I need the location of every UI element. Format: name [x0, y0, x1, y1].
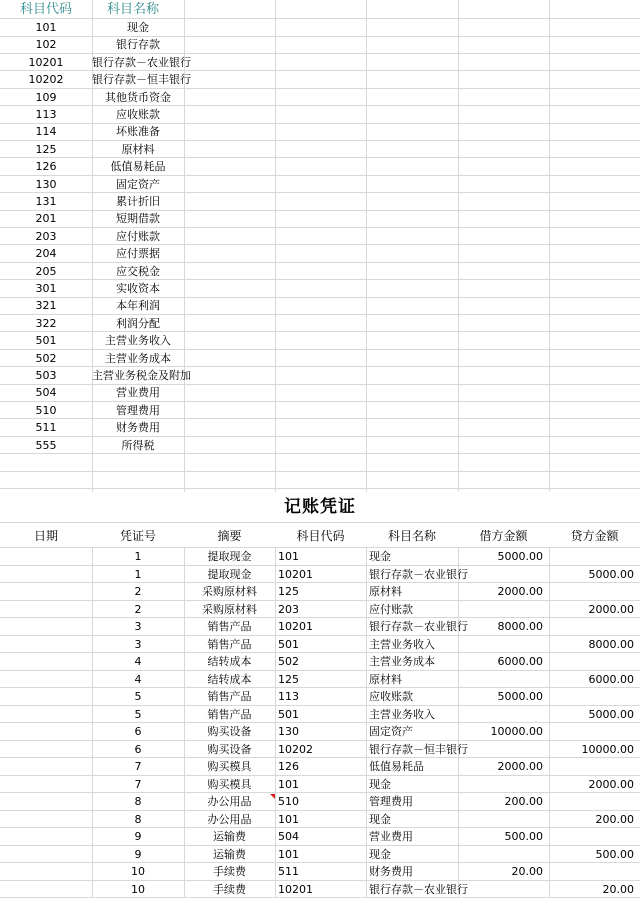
name-cell[interactable]: 原材料 — [369, 672, 402, 686]
account-row — [0, 36, 640, 54]
voucher-row — [0, 671, 640, 689]
code-cell[interactable]: 126 — [278, 760, 299, 773]
code-cell[interactable]: 203 — [278, 602, 299, 616]
summary-cell[interactable]: 销售产品 — [207, 707, 252, 721]
name-cell[interactable]: 主营业务成本 — [369, 655, 435, 668]
voucher-row — [0, 688, 640, 706]
voucher-no-cell[interactable]: 1 — [134, 567, 142, 581]
code-cell[interactable]: 101 — [278, 812, 299, 826]
credit-cell[interactable]: 2000.00 — [588, 777, 634, 791]
code-cell[interactable]: 10202 — [278, 742, 313, 756]
name-cell[interactable]: 银行存款－农业银行 — [369, 567, 468, 581]
debit-cell[interactable]: 500.00 — [504, 830, 543, 843]
summary-cell[interactable]: 结转成本 — [207, 672, 252, 686]
voucher-row — [0, 653, 640, 671]
voucher-row — [0, 583, 640, 601]
code-cell[interactable]: 10201 — [278, 620, 313, 633]
debit-cell[interactable] — [458, 881, 549, 898]
date-cell[interactable] — [0, 706, 92, 723]
account-code-cell[interactable]: 322 — [35, 316, 57, 330]
empty-row — [0, 471, 640, 489]
empty-row — [0, 454, 640, 472]
summary-cell[interactable]: 办公用品 — [207, 795, 252, 808]
summary-cell[interactable]: 购买设备 — [207, 725, 252, 738]
account-row — [0, 54, 640, 72]
account-name-cell[interactable]: 主营业务收入 — [105, 334, 171, 348]
account-code-cell[interactable]: 503 — [35, 369, 57, 382]
date-cell[interactable] — [0, 566, 92, 583]
voucher-no-cell[interactable]: 6 — [134, 725, 142, 738]
voucher-no-cell[interactable]: 2 — [134, 585, 142, 598]
voucher-no-cell[interactable]: 8 — [134, 812, 142, 826]
account-name-header[interactable]: 科目名称 — [107, 2, 160, 17]
code-cell[interactable]: 125 — [278, 672, 299, 686]
date-cell[interactable] — [0, 636, 92, 653]
account-name-cell[interactable]: 应交税金 — [116, 264, 160, 278]
voucher-row — [0, 881, 640, 898]
credit-cell[interactable] — [549, 758, 640, 775]
debit-cell[interactable] — [458, 601, 549, 618]
voucher-row — [0, 811, 640, 829]
voucher-header-row — [0, 522, 640, 548]
credit-cell[interactable] — [549, 618, 640, 635]
credit-cell[interactable]: 8000.00 — [588, 637, 634, 651]
account-row — [0, 437, 640, 455]
credit-cell[interactable] — [549, 828, 640, 845]
code-cell[interactable]: 125 — [278, 585, 299, 598]
account-name-cell[interactable]: 银行存款 — [116, 38, 160, 52]
date-cell[interactable] — [0, 776, 92, 793]
name-cell[interactable]: 主营业务收入 — [369, 707, 435, 721]
account-name-cell[interactable]: 应付票据 — [116, 247, 160, 261]
account-row — [0, 280, 640, 298]
date-cell[interactable] — [0, 863, 92, 880]
account-row — [0, 228, 640, 246]
account-row — [0, 158, 640, 176]
account-name-cell[interactable]: 应收账款 — [116, 108, 160, 121]
code-header[interactable]: 科目代码 — [296, 529, 345, 543]
date-cell[interactable] — [0, 881, 92, 898]
account-name-cell[interactable]: 本年利润 — [116, 299, 160, 313]
voucher-no-cell[interactable]: 10 — [131, 865, 145, 878]
account-code-cell[interactable]: 321 — [35, 299, 57, 313]
account-code-cell[interactable]: 109 — [35, 90, 57, 104]
code-cell[interactable]: 504 — [278, 830, 299, 843]
code-cell[interactable]: 511 — [278, 865, 299, 878]
account-code-cell[interactable]: 10201 — [28, 55, 64, 69]
account-row — [0, 89, 640, 107]
account-name-cell[interactable]: 现金 — [127, 21, 149, 34]
account-code-cell[interactable]: 511 — [35, 421, 57, 435]
summary-cell[interactable]: 运输费 — [213, 830, 246, 843]
account-name-cell[interactable]: 财务费用 — [116, 421, 160, 435]
summary-header[interactable]: 摘要 — [217, 529, 242, 543]
account-code-cell[interactable]: 204 — [35, 247, 57, 261]
name-cell[interactable]: 低值易耗品 — [369, 760, 424, 773]
summary-cell[interactable]: 手续费 — [213, 882, 246, 896]
account-name-cell[interactable]: 营业费用 — [116, 386, 160, 400]
voucher-row — [0, 846, 640, 864]
account-row — [0, 245, 640, 263]
credit-cell[interactable]: 20.00 — [602, 882, 634, 896]
account-name-cell[interactable]: 固定资产 — [116, 177, 160, 191]
date-cell[interactable] — [0, 828, 92, 845]
account-code-cell[interactable]: 10202 — [28, 73, 64, 87]
code-cell[interactable]: 130 — [278, 725, 299, 738]
credit-cell[interactable] — [549, 548, 640, 565]
name-cell[interactable]: 主营业务收入 — [369, 637, 435, 651]
account-name-cell[interactable]: 实收资本 — [116, 282, 160, 295]
debit-cell[interactable]: 6000.00 — [497, 655, 543, 668]
voucher-row — [0, 828, 640, 846]
code-cell[interactable]: 113 — [278, 690, 299, 703]
voucher-no-cell[interactable]: 4 — [134, 672, 142, 686]
account-row — [0, 176, 640, 194]
name-cell[interactable]: 管理费用 — [369, 795, 413, 808]
voucher-title: 记账凭证 — [0, 492, 640, 522]
debit-cell[interactable]: 2000.00 — [497, 585, 543, 598]
account-code-cell[interactable]: 201 — [35, 212, 57, 226]
account-header-row — [0, 0, 640, 19]
voucher-no-cell[interactable]: 10 — [131, 882, 145, 896]
account-code-cell[interactable]: 114 — [35, 125, 57, 139]
voucher-no-cell[interactable]: 5 — [134, 690, 142, 703]
voucher-row — [0, 723, 640, 741]
credit-cell[interactable] — [549, 793, 640, 810]
voucher-no-cell[interactable]: 3 — [134, 620, 142, 633]
credit-cell[interactable] — [549, 653, 640, 670]
debit-cell[interactable] — [458, 706, 549, 723]
debit-cell[interactable] — [458, 846, 549, 863]
summary-cell[interactable]: 采购原材料 — [202, 585, 257, 598]
credit-cell[interactable]: 500.00 — [595, 847, 634, 861]
name-cell[interactable]: 银行存款－恒丰银行 — [369, 742, 468, 756]
voucher-row — [0, 636, 640, 654]
date-cell[interactable] — [0, 811, 92, 828]
credit-cell[interactable]: 6000.00 — [588, 672, 634, 686]
account-code-cell[interactable]: 130 — [35, 177, 57, 191]
summary-cell[interactable]: 购买模具 — [207, 760, 252, 773]
account-name-cell[interactable]: 坏账准备 — [116, 125, 160, 139]
account-row — [0, 315, 640, 333]
date-cell[interactable] — [0, 758, 92, 775]
account-row — [0, 19, 640, 37]
summary-cell[interactable]: 销售产品 — [207, 690, 252, 703]
voucher-no-cell[interactable]: 5 — [134, 707, 142, 721]
code-cell[interactable]: 501 — [278, 637, 299, 651]
voucher-row — [0, 863, 640, 881]
credit-cell[interactable]: 200.00 — [595, 812, 634, 826]
credit-cell[interactable] — [549, 583, 640, 600]
account-name-cell[interactable]: 银行存款－农业银行 — [92, 55, 191, 69]
account-code-header[interactable]: 科目代码 — [19, 2, 72, 17]
voucher-row — [0, 706, 640, 724]
name-cell[interactable]: 应付账款 — [369, 602, 413, 616]
debit-cell[interactable]: 20.00 — [511, 865, 543, 878]
voucher-no-cell[interactable]: 3 — [134, 637, 142, 651]
voucher-row — [0, 741, 640, 759]
summary-cell[interactable]: 手续费 — [213, 865, 246, 878]
voucher-no-cell[interactable]: 9 — [134, 830, 142, 843]
account-row — [0, 367, 640, 385]
account-name-cell[interactable]: 管理费用 — [116, 403, 160, 417]
code-cell[interactable]: 510 — [278, 795, 299, 808]
account-name-cell[interactable]: 利润分配 — [116, 316, 160, 330]
account-code-cell[interactable]: 501 — [35, 334, 57, 348]
summary-cell[interactable]: 销售产品 — [207, 637, 252, 651]
debit-header[interactable]: 借方金额 — [479, 529, 528, 543]
account-row — [0, 263, 640, 281]
account-name-cell[interactable]: 其他货币资金 — [105, 90, 171, 104]
date-cell[interactable] — [0, 671, 92, 688]
account-row — [0, 297, 640, 315]
summary-cell[interactable]: 运输费 — [213, 847, 246, 861]
account-row — [0, 419, 640, 437]
voucher-row — [0, 601, 640, 619]
account-code-cell[interactable]: 502 — [35, 351, 57, 365]
summary-cell[interactable]: 提取现金 — [207, 567, 252, 581]
voucher-row — [0, 548, 640, 566]
voucher-no-cell[interactable]: 8 — [134, 795, 142, 808]
voucher-row — [0, 566, 640, 584]
date-cell[interactable] — [0, 601, 92, 618]
credit-cell[interactable]: 2000.00 — [588, 602, 634, 616]
debit-cell[interactable] — [458, 776, 549, 793]
account-name-cell[interactable]: 原材料 — [121, 142, 155, 156]
account-name-cell[interactable]: 低值易耗品 — [110, 160, 166, 174]
debit-cell[interactable]: 5000.00 — [497, 550, 543, 563]
debit-cell[interactable] — [458, 741, 549, 758]
account-row — [0, 402, 640, 420]
account-row — [0, 210, 640, 228]
debit-cell[interactable] — [458, 636, 549, 653]
account-code-cell[interactable]: 102 — [35, 38, 57, 52]
voucher-no-cell[interactable]: 6 — [134, 742, 142, 756]
date-cell[interactable] — [0, 548, 92, 565]
summary-cell[interactable]: 结转成本 — [207, 655, 252, 668]
voucher-no-cell[interactable]: 4 — [134, 655, 142, 668]
name-cell[interactable]: 固定资产 — [369, 725, 413, 738]
summary-cell[interactable]: 提取现金 — [207, 550, 252, 563]
voucher-no-cell[interactable]: 7 — [134, 777, 142, 791]
name-cell[interactable]: 现金 — [369, 847, 391, 861]
code-cell[interactable]: 101 — [278, 550, 299, 563]
voucher-no-cell[interactable]: 7 — [134, 760, 142, 773]
date-header[interactable]: 日期 — [33, 529, 58, 543]
name-cell[interactable]: 财务费用 — [369, 865, 413, 878]
account-row — [0, 141, 640, 159]
account-name-cell[interactable]: 短期借款 — [116, 212, 160, 226]
account-name-cell[interactable]: 所得税 — [121, 438, 155, 452]
voucher-no-cell[interactable]: 1 — [134, 550, 142, 563]
date-cell[interactable] — [0, 741, 92, 758]
summary-cell[interactable]: 购买设备 — [207, 742, 252, 756]
account-row — [0, 350, 640, 368]
summary-cell[interactable]: 购买模具 — [207, 777, 252, 791]
debit-cell[interactable]: 8000.00 — [497, 620, 543, 633]
account-row — [0, 384, 640, 402]
name-cell[interactable]: 营业费用 — [369, 830, 413, 843]
credit-cell[interactable] — [549, 723, 640, 740]
account-row — [0, 332, 640, 350]
summary-cell[interactable]: 销售产品 — [207, 620, 252, 633]
credit-cell[interactable] — [549, 863, 640, 880]
account-row — [0, 123, 640, 141]
voucher-row — [0, 776, 640, 794]
account-row — [0, 193, 640, 211]
date-cell[interactable] — [0, 618, 92, 635]
debit-cell[interactable] — [458, 566, 549, 583]
name-cell[interactable]: 现金 — [369, 550, 391, 563]
account-code-cell[interactable]: 113 — [35, 108, 57, 121]
date-cell[interactable] — [0, 723, 92, 740]
account-code-cell[interactable]: 203 — [35, 229, 57, 243]
debit-cell[interactable]: 10000.00 — [490, 725, 543, 738]
account-code-cell[interactable]: 131 — [35, 195, 57, 208]
voucher-row — [0, 793, 640, 811]
code-cell[interactable]: 101 — [278, 777, 299, 791]
account-code-cell[interactable]: 504 — [35, 386, 57, 400]
account-code-cell[interactable]: 205 — [35, 264, 57, 278]
name-cell[interactable]: 银行存款－农业银行 — [369, 882, 468, 896]
account-name-cell[interactable]: 主营业务成本 — [105, 351, 171, 365]
voucher-row — [0, 758, 640, 776]
debit-cell[interactable] — [458, 671, 549, 688]
code-cell[interactable]: 10201 — [278, 567, 313, 581]
account-code-cell[interactable]: 301 — [35, 282, 57, 295]
account-code-cell[interactable]: 510 — [35, 403, 57, 417]
date-cell[interactable] — [0, 846, 92, 863]
account-name-cell[interactable]: 主营业务税金及附加 — [92, 369, 191, 382]
name-cell[interactable]: 现金 — [369, 777, 391, 791]
comment-indicator-icon[interactable] — [270, 794, 275, 799]
credit-cell[interactable] — [549, 688, 640, 705]
debit-cell[interactable]: 5000.00 — [497, 690, 543, 703]
debit-cell[interactable]: 2000.00 — [497, 760, 543, 773]
credit-cell[interactable]: 10000.00 — [581, 742, 634, 756]
voucher-row — [0, 618, 640, 636]
account-code-cell[interactable]: 555 — [35, 438, 57, 452]
voucher-no-header[interactable]: 凭证号 — [119, 529, 156, 543]
debit-cell[interactable] — [458, 811, 549, 828]
account-code-cell[interactable]: 101 — [35, 21, 57, 34]
credit-cell[interactable]: 5000.00 — [588, 707, 634, 721]
account-code-cell[interactable]: 125 — [35, 142, 57, 156]
debit-cell[interactable]: 200.00 — [504, 795, 543, 808]
name-cell[interactable]: 现金 — [369, 812, 391, 826]
summary-cell[interactable]: 办公用品 — [207, 812, 252, 826]
credit-cell[interactable]: 5000.00 — [588, 567, 634, 581]
account-code-cell[interactable]: 126 — [35, 160, 57, 174]
account-row — [0, 71, 640, 89]
summary-cell[interactable]: 采购原材料 — [202, 602, 257, 616]
voucher-no-cell[interactable]: 2 — [134, 602, 142, 616]
credit-header[interactable]: 贷方金额 — [570, 529, 619, 543]
name-cell[interactable]: 应收账款 — [369, 690, 413, 703]
code-cell[interactable]: 502 — [278, 655, 299, 668]
date-cell[interactable] — [0, 688, 92, 705]
voucher-no-cell[interactable]: 9 — [134, 847, 142, 861]
code-cell[interactable]: 10201 — [278, 882, 313, 896]
account-name-cell[interactable]: 应付账款 — [116, 229, 160, 243]
name-header[interactable]: 科目名称 — [387, 529, 436, 543]
account-name-cell[interactable]: 银行存款－恒丰银行 — [92, 73, 191, 87]
name-cell[interactable]: 银行存款－农业银行 — [369, 620, 468, 633]
date-cell[interactable] — [0, 653, 92, 670]
code-cell[interactable]: 501 — [278, 707, 299, 721]
name-cell[interactable]: 原材料 — [369, 585, 402, 598]
code-cell[interactable]: 101 — [278, 847, 299, 861]
account-row — [0, 106, 640, 124]
date-cell[interactable] — [0, 583, 92, 600]
date-cell[interactable] — [0, 793, 92, 810]
account-name-cell[interactable]: 累计折旧 — [116, 195, 160, 208]
